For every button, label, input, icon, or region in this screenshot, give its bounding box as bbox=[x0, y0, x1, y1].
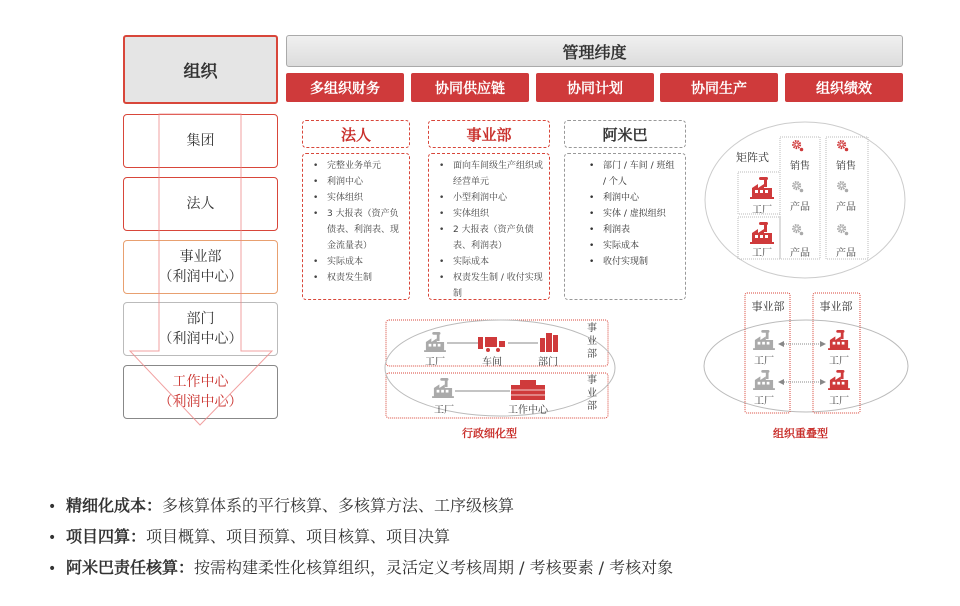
org-header: 组织 bbox=[123, 35, 278, 104]
list-item: • 面向车间级生产组织或经营单元 bbox=[435, 158, 543, 190]
department-label: 部门 bbox=[538, 357, 558, 368]
level-sublabel: （利润中心） bbox=[158, 269, 243, 285]
list-item: • 权责发生制 / 收付实现制 bbox=[435, 270, 543, 302]
factory-icon bbox=[828, 330, 850, 350]
factory-label: 工厂 bbox=[752, 248, 772, 259]
factory-label: 工厂 bbox=[754, 356, 774, 367]
factory-label: 工厂 bbox=[434, 405, 454, 416]
list-item: • 实体组织 bbox=[309, 190, 403, 206]
factory-icon bbox=[828, 370, 850, 390]
level-sublabel: （利润中心） bbox=[158, 331, 243, 347]
bullet-amoeba: • 阿米巴责任核算：按需构建柔性化核算组织，灵活定义考核周期 / 考核要素 / 考核对象 bbox=[48, 558, 674, 577]
bu-label: 事业部 bbox=[587, 375, 597, 412]
dimension-header: 管理纬度 bbox=[286, 35, 903, 67]
level-label: 事业部 bbox=[179, 249, 222, 265]
list-item: • 小型利润中心 bbox=[435, 190, 543, 206]
workshop-label: 车间 bbox=[482, 357, 502, 368]
factory-label: 工厂 bbox=[829, 396, 849, 407]
list-item: • 实际成本 bbox=[585, 238, 679, 254]
list-item: • 实际成本 bbox=[435, 254, 543, 270]
factory-icon bbox=[753, 370, 775, 390]
product-label: 产品 bbox=[790, 202, 810, 213]
workcenter-label: 工作中心 bbox=[508, 405, 548, 416]
list-item: • 利润表 bbox=[585, 222, 679, 238]
card-title-bu: 事业部 bbox=[428, 120, 550, 148]
bullet-head: 项目四算： bbox=[66, 527, 147, 546]
list-item: • 3 大报表（资产负债表、利润表、现金流量表） bbox=[309, 206, 403, 254]
list-item: • 利润中心 bbox=[309, 174, 403, 190]
dimension-production: 协同生产 bbox=[660, 73, 778, 102]
bu-label: 事业部 bbox=[751, 300, 785, 313]
bu-label: 事业部 bbox=[819, 300, 853, 313]
sales-label: 销售 bbox=[836, 161, 856, 172]
list-item: • 收付实现制 bbox=[585, 254, 679, 270]
list-item: • 实际成本 bbox=[309, 254, 403, 270]
list-item: • 部门 / 车间 / 班组 / 个人 bbox=[585, 158, 679, 190]
bullet-project: • 项目四算：项目概算、项目预算、项目核算、项目决算 bbox=[48, 527, 451, 546]
factory-label: 工厂 bbox=[425, 357, 445, 368]
product-label: 产品 bbox=[836, 202, 856, 213]
admin-caption: 行政细化型 bbox=[462, 427, 517, 440]
bu-label: 事业部 bbox=[587, 323, 597, 360]
bullet-text: 多核算体系的平行核算、多核算方法、工序级核算 bbox=[162, 496, 515, 515]
bullet-text: 项目概算、项目预算、项目核算、项目决算 bbox=[146, 527, 451, 546]
level-label: 集团 bbox=[186, 133, 215, 149]
bullet-head: 阿米巴责任核算： bbox=[66, 558, 195, 577]
list-item: • 完整业务单元 bbox=[309, 158, 403, 174]
sales-label: 销售 bbox=[790, 161, 810, 172]
matrix-title: 矩阵式 bbox=[736, 151, 769, 164]
list-item: • 权责发生制 bbox=[309, 270, 403, 286]
dimension-performance: 组织绩效 bbox=[785, 73, 903, 102]
card-title-legal: 法人 bbox=[302, 120, 410, 148]
factory-label: 工厂 bbox=[829, 356, 849, 367]
list-item: • 利润中心 bbox=[585, 190, 679, 206]
dimension-multi-org-finance: 多组织财务 bbox=[286, 73, 404, 102]
card-title-amoeba: 阿米巴 bbox=[564, 120, 686, 148]
list-item: • 2 大报表（资产负债表、利润表） bbox=[435, 222, 543, 254]
bullet-fine-cost: • 精细化成本：多核算体系的平行核算、多核算方法、工序级核算 bbox=[48, 496, 515, 515]
product-label: 产品 bbox=[836, 248, 856, 259]
bullet-head: 精细化成本： bbox=[66, 496, 163, 515]
level-label: 法人 bbox=[186, 196, 215, 212]
list-item: • 实体 / 虚拟组织 bbox=[585, 206, 679, 222]
level-label: 工作中心 bbox=[172, 374, 229, 390]
bullet-text: 按需构建柔性化核算组织，灵活定义考核周期 / 考核要素 / 考核对象 bbox=[194, 558, 674, 577]
overlap-caption: 组织重叠型 bbox=[773, 427, 828, 440]
dimension-planning: 协同计划 bbox=[536, 73, 654, 102]
level-sublabel: （利润中心） bbox=[158, 394, 243, 410]
product-label: 产品 bbox=[790, 248, 810, 259]
dimension-supply-chain: 协同供应链 bbox=[411, 73, 529, 102]
list-item: • 实体组织 bbox=[435, 206, 543, 222]
factory-icon bbox=[753, 330, 775, 350]
level-label: 部门 bbox=[186, 311, 215, 327]
factory-label: 工厂 bbox=[752, 205, 772, 216]
factory-label: 工厂 bbox=[754, 396, 774, 407]
